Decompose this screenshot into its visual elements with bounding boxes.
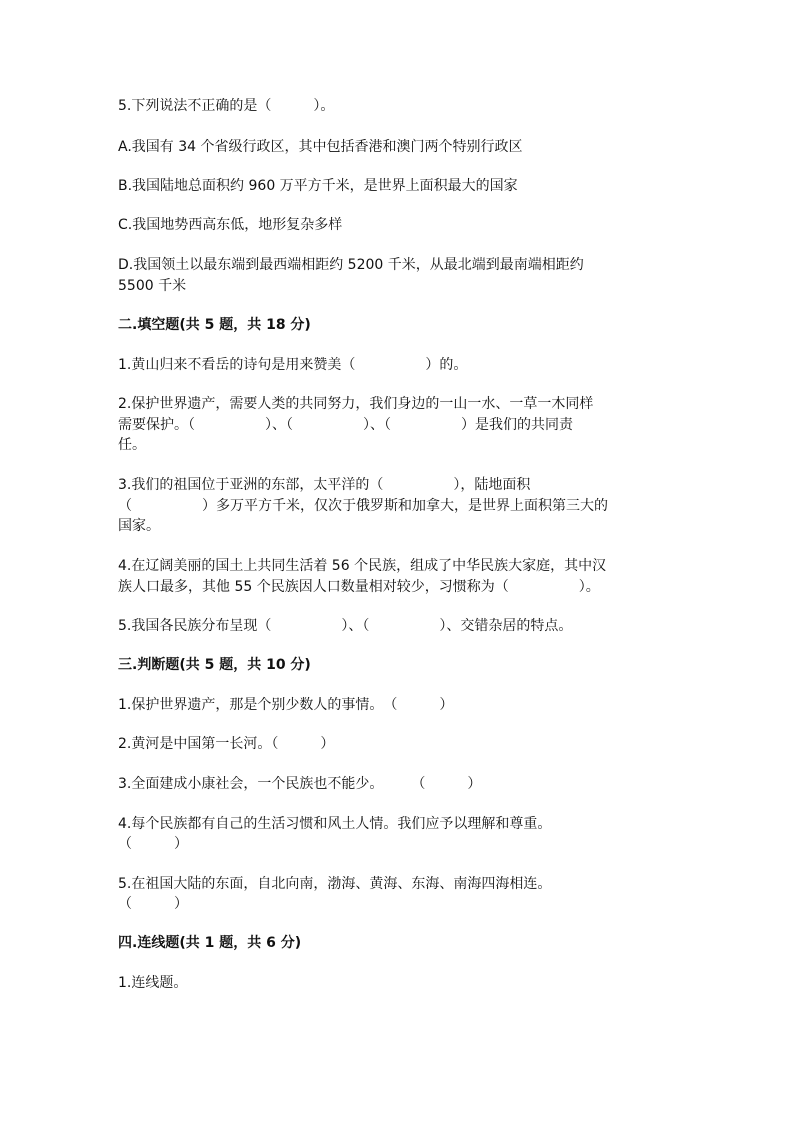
judge-q5: 5.在祖国大陆的东面，自北向南，渤海、黄海、东海、南海四海相连。 <box>118 876 552 892</box>
mc-q5-option-b: B.我国陆地总面积约 960 万平方千米，是世界上面积最大的国家 <box>118 178 518 194</box>
section-heading-fill: 二.填空题(共 5 题，共 18 分) <box>118 317 311 333</box>
fill-q4: 4.在辽阔美丽的国土上共同生活着 56 个民族，组成了中华民族大家庭，其中汉 <box>118 558 607 574</box>
mc-q5-option-a: A.我国有 34 个省级行政区，其中包括香港和澳门两个特别行政区 <box>118 139 523 155</box>
section-heading-match: 四.连线题(共 1 题，共 6 分) <box>118 935 302 951</box>
fill-q4-cont: 族人口最多，其他 55 个民族因人口数量相对较少，习惯称为（ ）。 <box>118 579 600 595</box>
section-heading-judge: 三.判断题(共 5 题，共 10 分) <box>118 657 311 673</box>
mc-q5-option-d-cont: 5500 千米 <box>118 278 187 294</box>
mc-q5-stem: 5.下列说法不正确的是（ ）。 <box>118 98 335 114</box>
judge-q1: 1.保护世界遗产，那是个别少数人的事情。 （ ） <box>118 697 454 713</box>
fill-q3: 3.我们的祖国位于亚洲的东部，太平洋的（ ），陆地面积 <box>118 477 531 493</box>
mc-q5-option-c: C.我国地势西高东低，地形复杂多样 <box>118 217 343 233</box>
judge-q4: 4.每个民族都有自己的生活习惯和风土人情。我们应予以理解和尊重。 <box>118 816 552 832</box>
match-q1: 1.连线题。 <box>118 975 188 991</box>
fill-q3-cont: 国家。 <box>118 518 160 534</box>
fill-q2-cont: 需要保护。（ ）、（ ）、（ ）是我们的共同责 <box>118 417 573 433</box>
fill-q3-cont: （ ）多万平方千米，仅次于俄罗斯和加拿大，是世界上面积第三大的 <box>118 498 608 514</box>
judge-q5-cont: （ ） <box>118 896 188 912</box>
judge-q2: 2.黄河是中国第一长河。（ ） <box>118 736 335 752</box>
fill-q1: 1.黄山归来不看岳的诗句是用来赞美（ ）的。 <box>118 357 468 373</box>
judge-q4-cont: （ ） <box>118 836 188 852</box>
judge-q3: 3.全面建成小康社会，一个民族也不能少。 （ ） <box>118 776 482 792</box>
fill-q2-cont: 任。 <box>118 437 146 453</box>
fill-q2: 2.保护世界遗产，需要人类的共同努力，我们身边的一山一水、一草一木同样 <box>118 396 594 412</box>
fill-q5: 5.我国各民族分布呈现（ ）、（ ）、交错杂居的特点。 <box>118 618 573 634</box>
mc-q5-option-d: D.我国领土以最东端到最西端相距约 5200 千米，从最北端到最南端相距约 <box>118 257 584 273</box>
